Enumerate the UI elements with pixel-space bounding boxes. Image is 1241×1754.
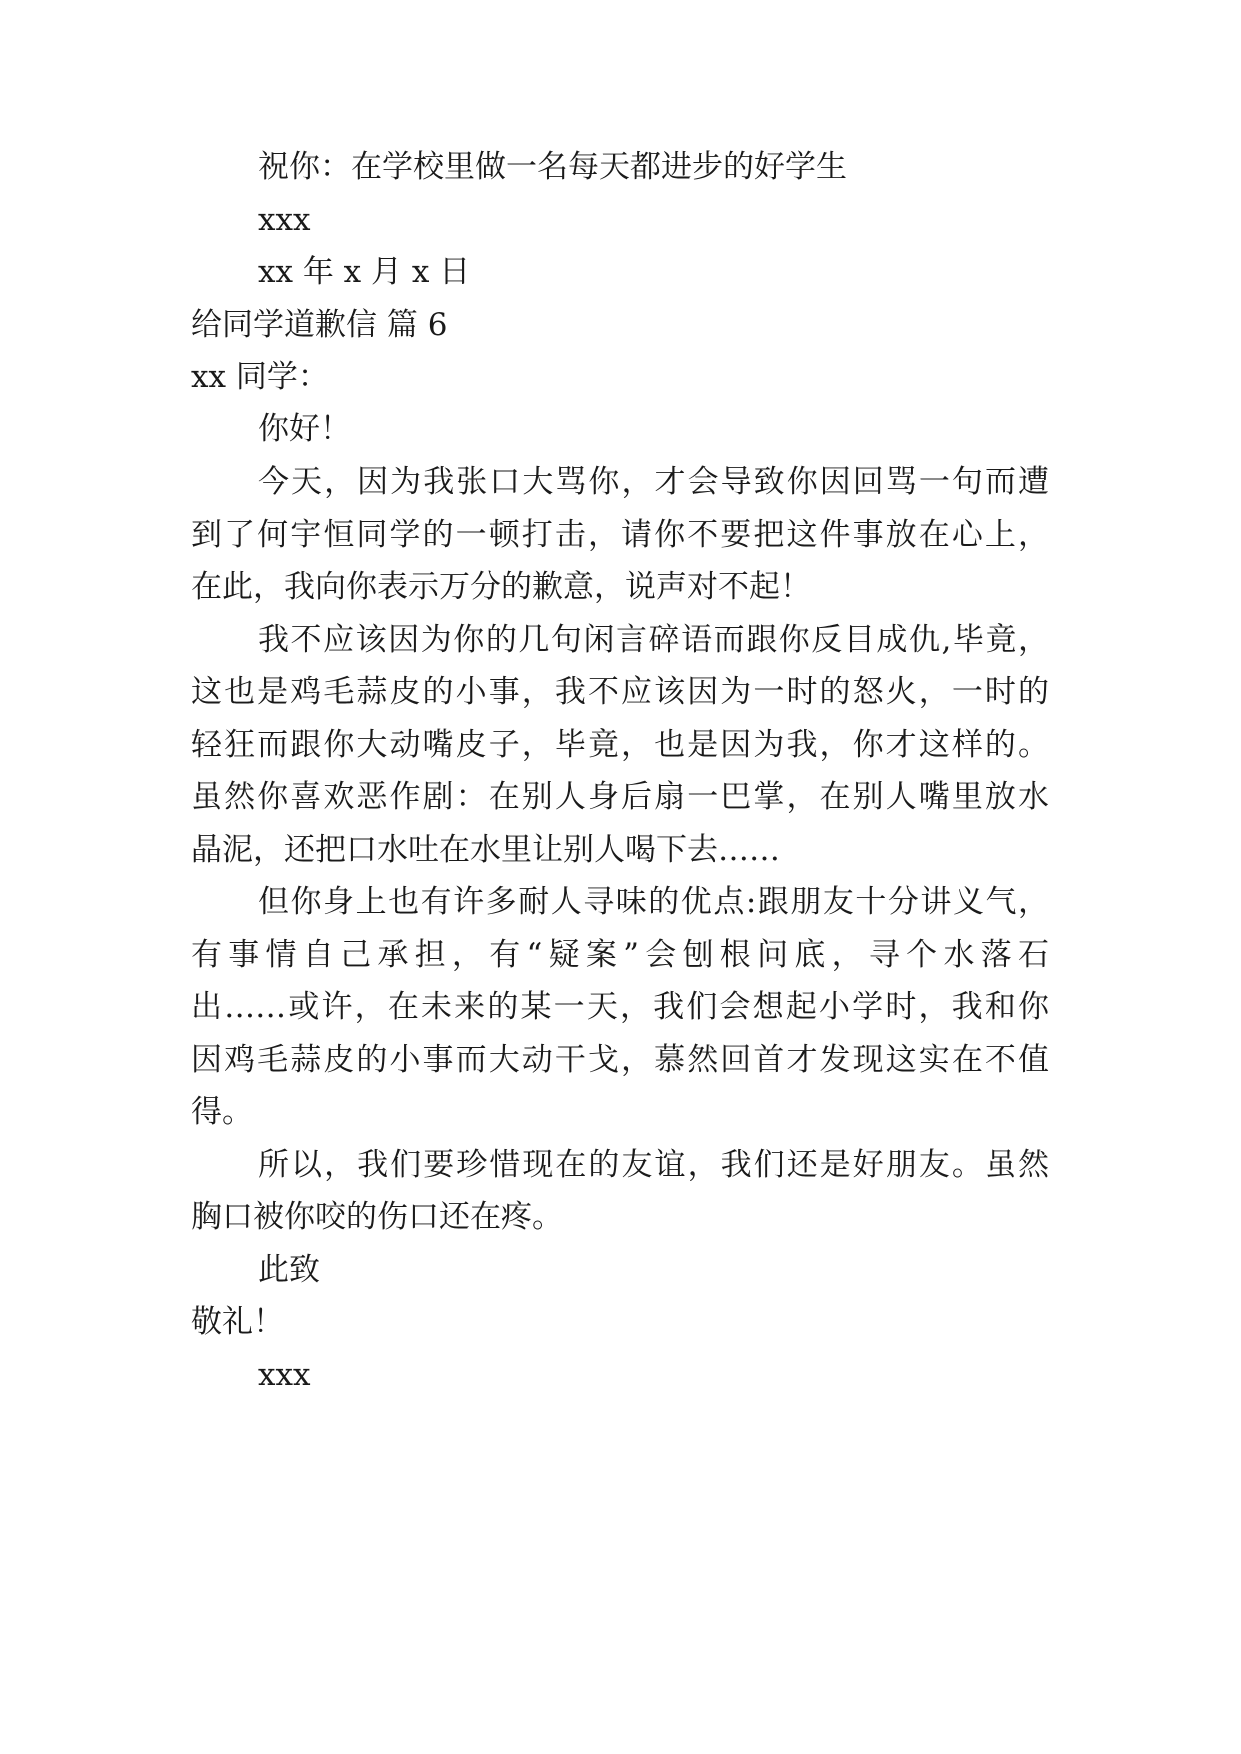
signature: xxx <box>258 1357 311 1393</box>
closing-wish: 祝你：在学校里做一名每天都进步的好学生 <box>258 149 847 185</box>
paragraph-3-line-2: 有事情自己承担，有“疑案”会刨根问底，寻个水落石 <box>191 937 1049 973</box>
paragraph-3-line-4: 因鸡毛蒜皮的小事而大动干戈，慕然回首才发现这实在不值 <box>191 1042 1049 1078</box>
previous-signature: xxx <box>258 202 311 238</box>
paragraph-2-line-5: 晶泥，还把口水吐在水里让别人喝下去…… <box>191 832 780 868</box>
paragraph-3-line-3: 出……或许，在未来的某一天，我们会想起小学时，我和你 <box>191 989 1049 1025</box>
paragraph-3-line-1: 但你身上也有许多耐人寻味的优点:跟朋友十分讲义气， <box>258 884 1049 920</box>
paragraph-4-line-1: 所以，我们要珍惜现在的友谊，我们还是好朋友。虽然 <box>258 1147 1049 1183</box>
paragraph-1-line-2: 到了何宇恒同学的一顿打击，请你不要把这件事放在心上， <box>191 517 1049 553</box>
section-title: 给同学道歉信 篇 6 <box>191 307 448 343</box>
previous-date: xx 年 x 月 x 日 <box>258 254 471 290</box>
paragraph-2-line-2: 这也是鸡毛蒜皮的小事，我不应该因为一时的怒火，一时的 <box>191 674 1049 710</box>
paragraph-2-line-3: 轻狂而跟你大动嘴皮子，毕竟，也是因为我，你才这样的。 <box>191 727 1049 763</box>
paragraph-1-line-1: 今天，因为我张口大骂你，才会导致你因回骂一句而遭 <box>258 464 1049 500</box>
paragraph-2-line-1: 我不应该因为你的几句闲言碎语而跟你反目成仇,毕竟， <box>258 622 1049 658</box>
paragraph-2-line-4: 虽然你喜欢恶作剧：在别人身后扇一巴掌，在别人嘴里放水 <box>191 779 1049 815</box>
salutation: xx 同学： <box>191 359 329 395</box>
paragraph-3-line-5: 得。 <box>191 1094 253 1130</box>
greeting: 你好！ <box>258 411 351 447</box>
paragraph-1-line-3: 在此，我向你表示万分的歉意，说声对不起！ <box>191 569 811 605</box>
paragraph-4-line-2: 胸口被你咬的伤口还在疼。 <box>191 1199 563 1235</box>
regards: 敬礼！ <box>191 1304 284 1340</box>
closing: 此致 <box>258 1252 320 1288</box>
